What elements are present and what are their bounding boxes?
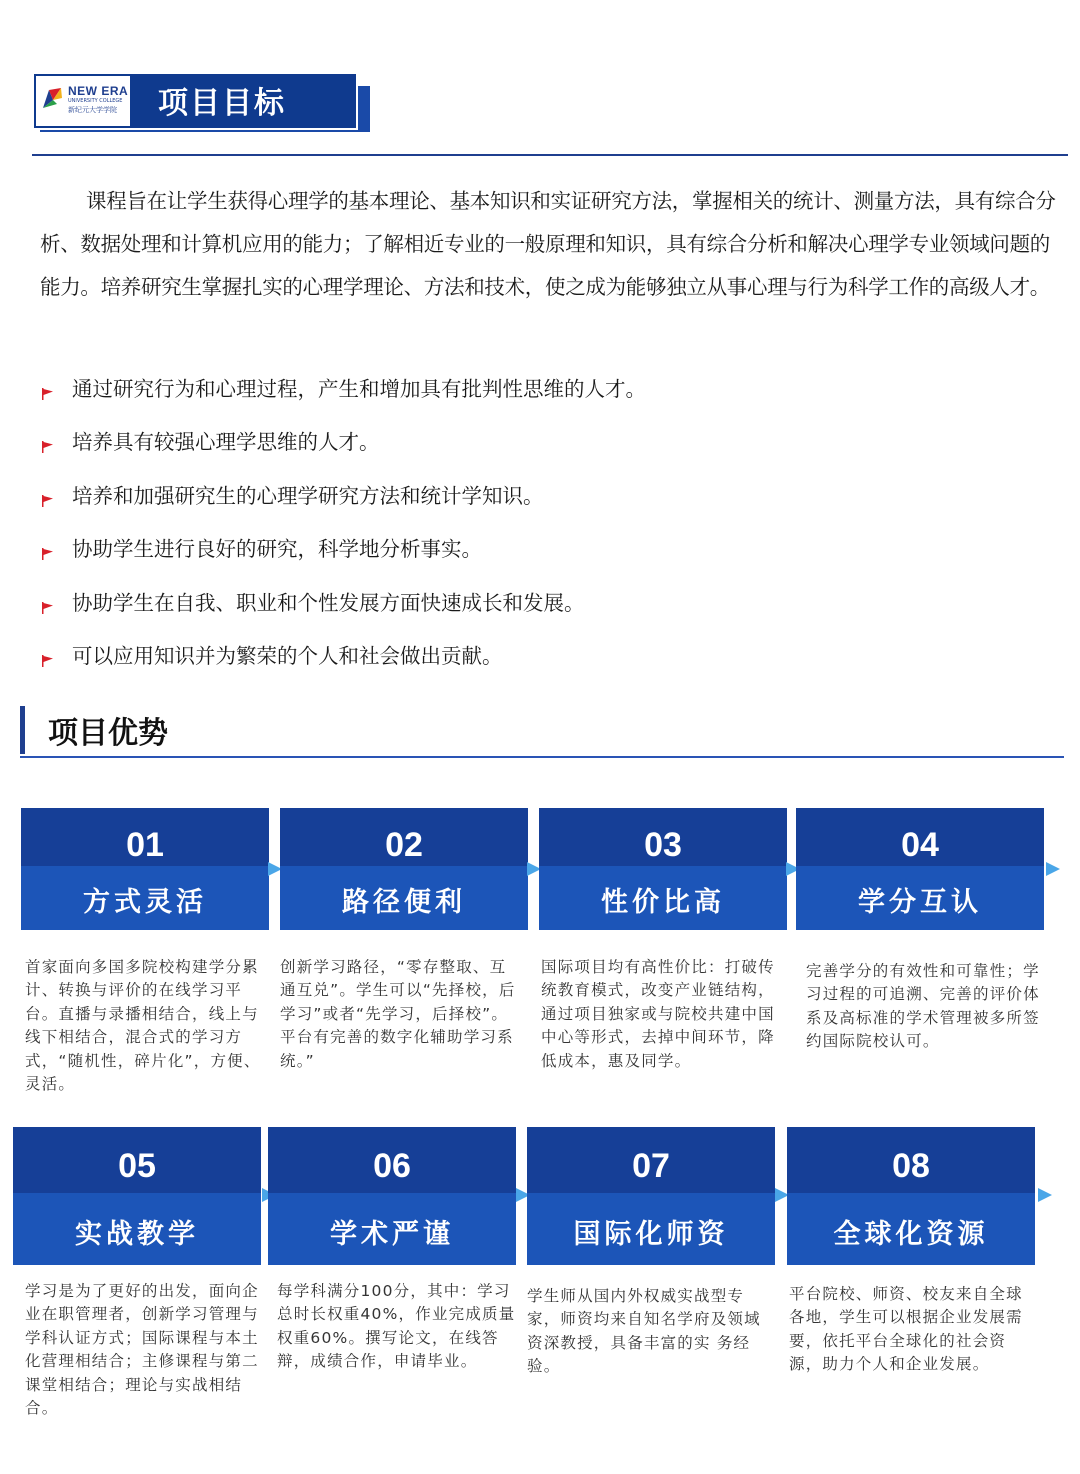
intro-paragraph: 课程旨在让学生获得心理学的基本理论、基本知识和实证研究方法，掌握相关的统计、测量方法，具有综合分析、数据处理和计算机应用的能力；了解相近专业的一般原理和知识，具有综合分析和解决心理学专业领域问题的能力。培养研究生掌握扎实的心理学理论、方法和技术，使之成为能够独立从事心理与行为科学工作的高级人才。 [40,189,1056,299]
card-name: 路径便利 [342,887,466,918]
goal-list [40,364,1040,684]
card-desc-01: 首家面向多国多院校构建学分累计、转换与评价的在线学习平台。直播与录播相结合，线上与线下相结合，混合式的学习方式，“随机性，碎片化”，方便、灵活。 [25,958,261,1094]
card-desc-07: 学生师从国内外权威实战型专家，师资均来自知名学府及领域资深教授，具备丰富的实 务经验。 [527,1287,761,1376]
card-name: 全球化资源 [833,1219,989,1250]
goal-text: 协助学生进行良好的研究，科学地分析事实。 [72,537,482,562]
goal-item [40,364,1040,417]
card-name: 方式灵活 [83,887,207,918]
card-name: 性价比高 [601,887,725,918]
goal-item [40,524,1040,577]
card-name: 国际化师资 [573,1219,729,1250]
arrow-right-icon [1038,1188,1052,1202]
red-flag-icon [42,602,54,614]
red-flag-icon [42,548,54,560]
card-name: 实战教学 [75,1219,199,1250]
section-divider [20,756,1064,758]
card-number: 01 [126,826,164,864]
card-number: 07 [632,1147,670,1185]
card-desc-05: 学习是为了更好的出发，面向企业在职管理者，创新学习管理与学科认证方式；国际课程与本土化营理相结合；主修课程与第二课堂相结合；理论与实战相结合。 [25,1282,259,1418]
section-accent-bar [20,706,25,754]
red-flag-icon [42,388,54,400]
section-title-advantages: 项目优势 [48,716,168,751]
arrow-right-icon [1046,862,1060,876]
card-number: 08 [892,1147,930,1185]
card-desc-03: 国际项目均有高性价比：打破传统教育模式，改变产业链结构，通过项目独家或与院校共建中国中心等形式，去掉中间环节，降低成本，惠及同学。 [541,958,775,1070]
advantage-card-06 [268,1127,516,1265]
card-desc-08: 平台院校、师资、校友来自全球各地，学生可以根据企业发展需要，依托平台全球化的社会资源，助力个人和企业发展。 [789,1285,1023,1374]
goal-item [40,471,1040,524]
section-title-goals: 项目目标 [158,86,286,121]
goal-text: 培养具有较强心理学思维的人才。 [72,430,380,455]
advantage-card-05 [13,1127,261,1265]
header-divider [32,154,1068,156]
advantage-card-03 [539,808,787,930]
card-name: 学分互认 [858,887,982,918]
goal-text: 可以应用知识并为繁荣的个人和社会做出贡献。 [72,643,503,668]
goal-text: 通过研究行为和心理过程，产生和增加具有批判性思维的人才。 [72,377,646,401]
advantage-card-04 [796,808,1044,930]
goal-text: 培养和加强研究生的心理学研究方法和统计学知识。 [72,483,544,508]
card-number: 04 [901,826,939,864]
advantage-card-07 [527,1127,775,1265]
advantage-card-02 [280,808,528,930]
advantage-card-08 [787,1127,1035,1265]
logo-text-sub: UNIVERSITY COLLEGE [68,98,123,104]
card-desc-02: 创新学习路径，“零存整取、互通互兑”。学生可以“先择校，后学习”或者“先学习，后择校”。平台有完善的数字化辅助学习系统。” [280,958,516,1070]
logo [36,76,130,126]
card-number: 05 [118,1147,156,1185]
red-flag-icon [42,441,54,453]
red-flag-icon [42,655,54,667]
logo-text-main: NEW ERA [68,84,129,98]
card-desc-04: 完善学分的有效性和可靠性；学习过程的可追溯、完善的评价体系及高标准的学术管理被多所签约国际院校认可。 [806,962,1040,1051]
logo-mark-icon [41,86,63,110]
card-name: 学术严谨 [330,1219,454,1250]
card-number: 06 [373,1147,411,1185]
card-number: 02 [385,826,423,864]
goal-item [40,631,1040,684]
advantage-card-01 [21,808,269,930]
card-number: 03 [644,826,682,864]
goal-item [40,417,1040,470]
goal-item [40,578,1040,631]
red-flag-icon [42,495,54,507]
logo-text-cn: 新纪元大学学院 [68,106,117,114]
card-desc-06: 每学科满分100分，其中：学习总时长权重40%，作业完成质量权重60%。撰写论文，在线答辩，成绩合作，申请毕业。 [277,1282,516,1371]
goal-text: 协助学生在自我、职业和个性发展方面快速成长和发展。 [72,590,585,615]
